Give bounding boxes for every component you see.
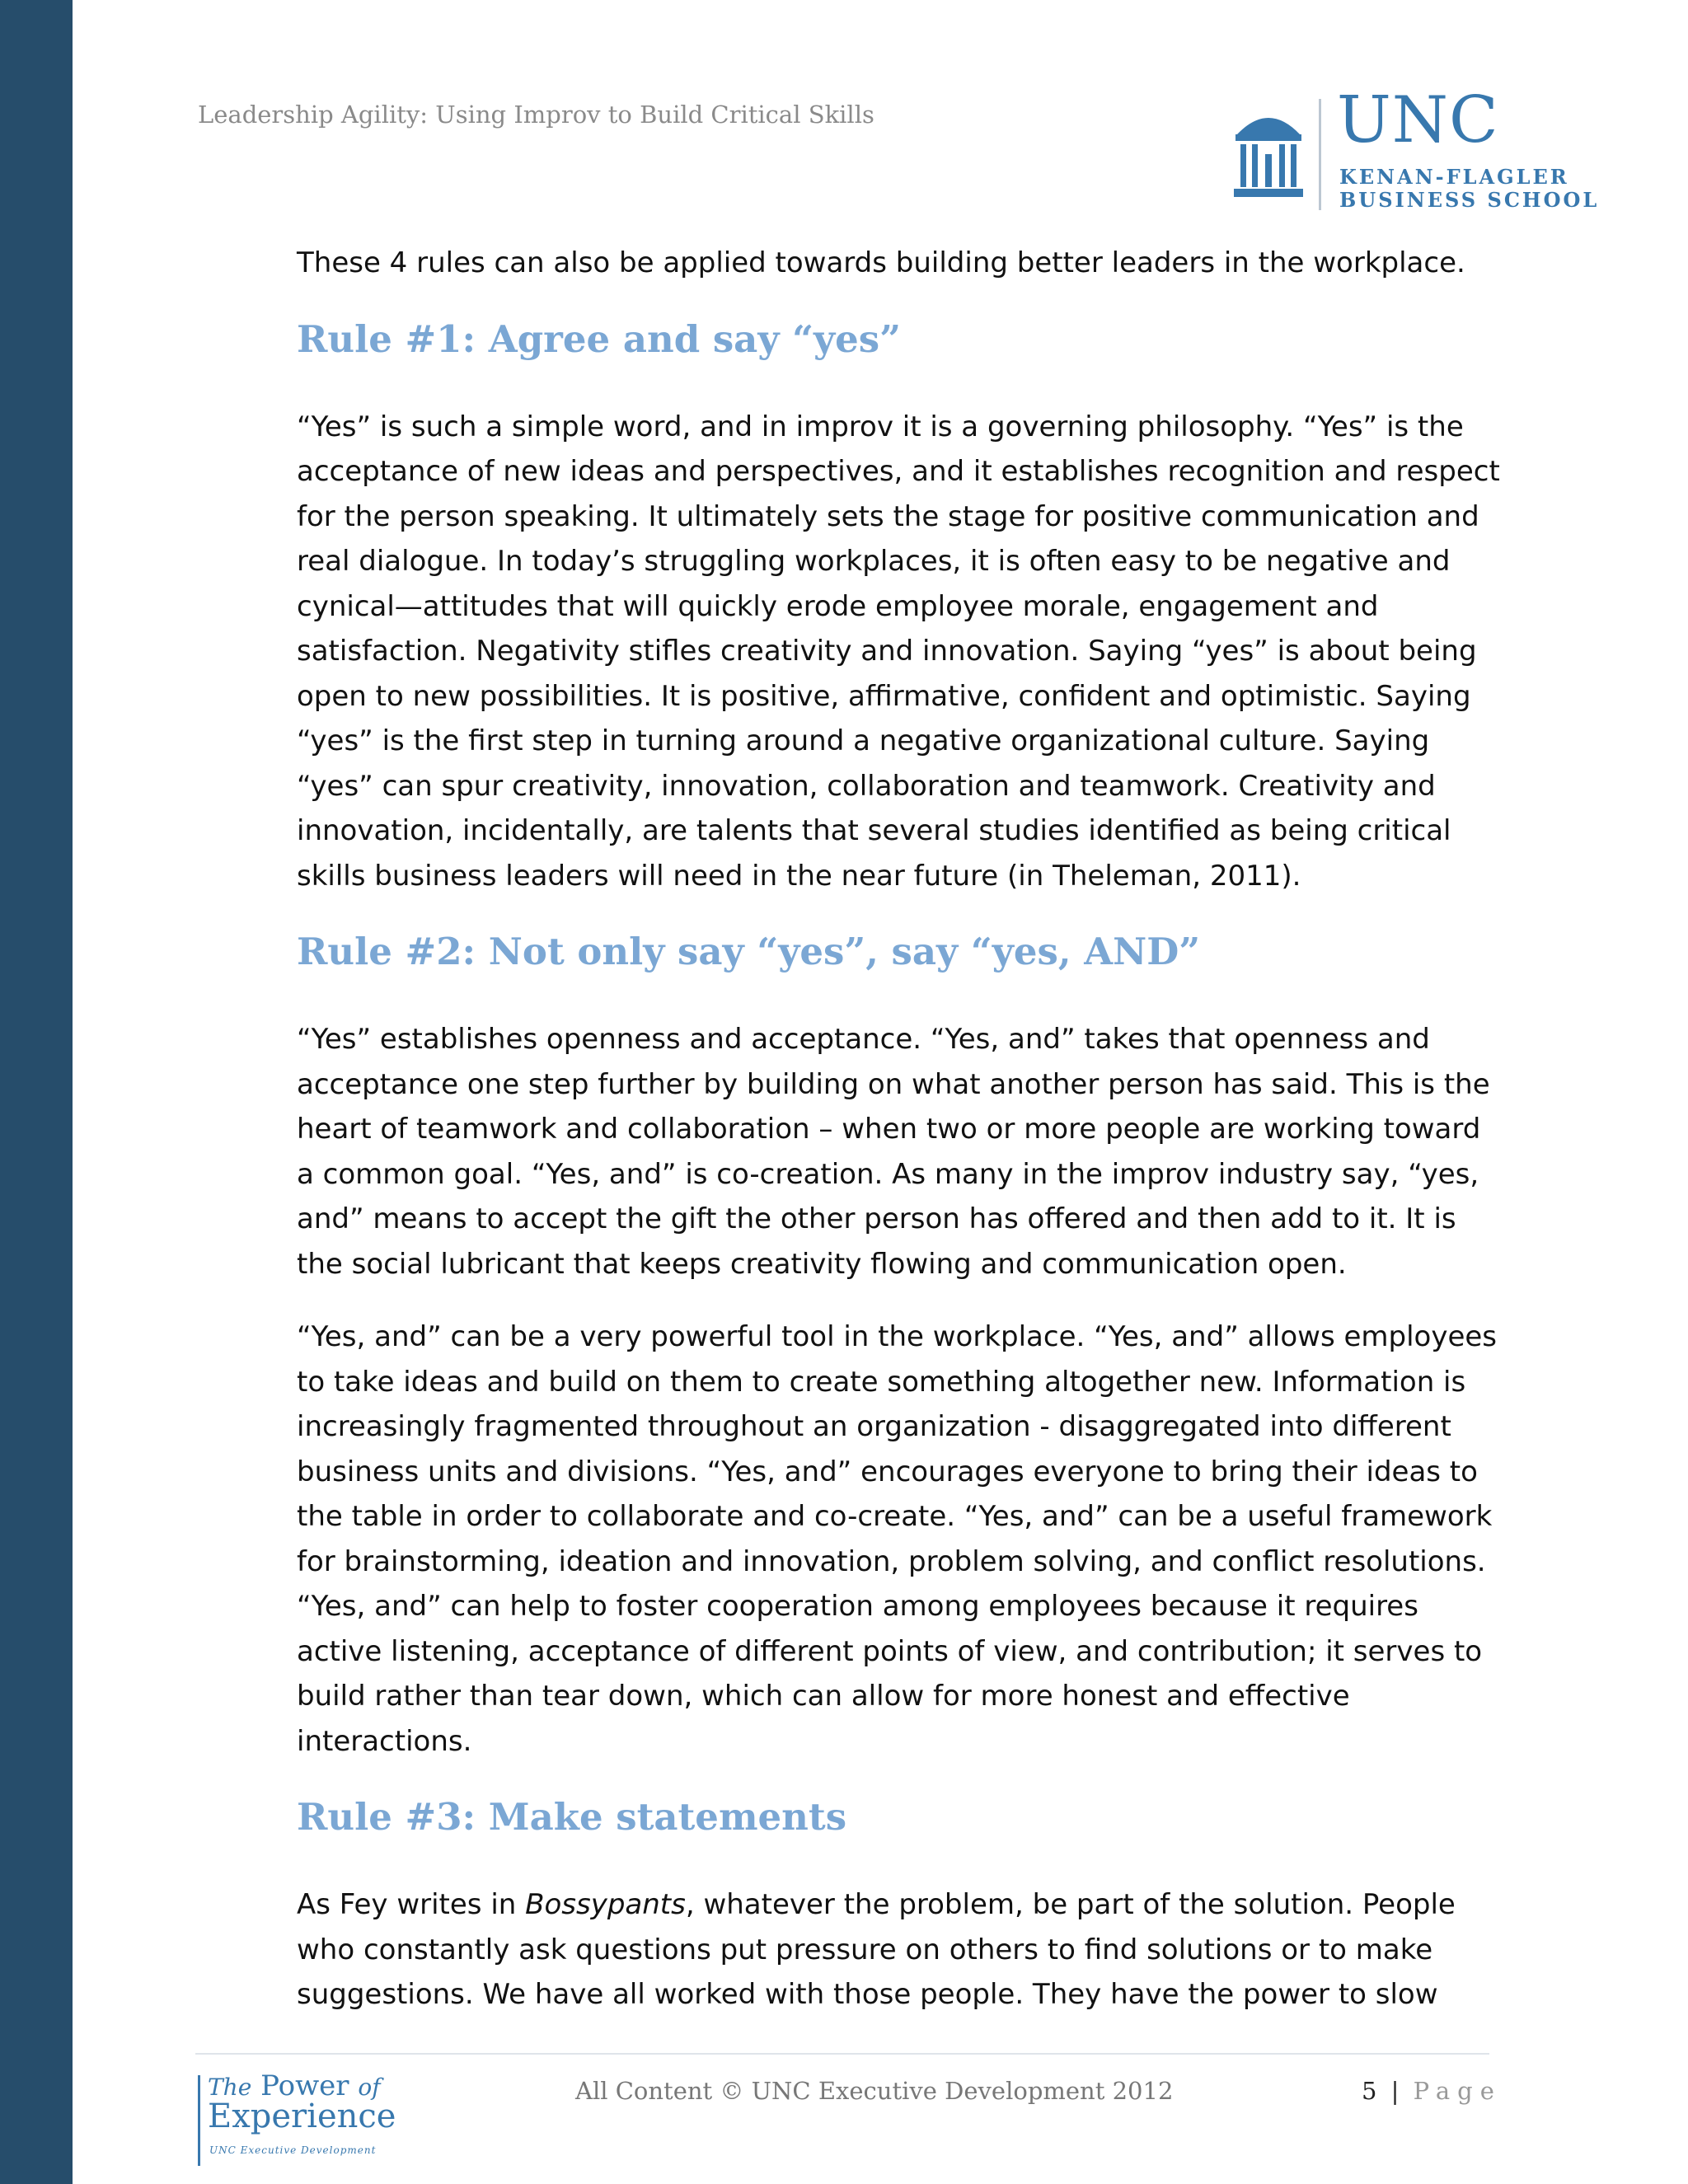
footer-logo-tagline: UNC Executive Development (209, 2144, 377, 2156)
footer-logo-bar (198, 2075, 200, 2166)
logo-school-line2: BUSINESS SCHOOL (1339, 188, 1600, 212)
footer-page-number (1362, 2077, 1502, 2105)
page-word: Page (1413, 2077, 1502, 2105)
footer-divider (195, 2053, 1489, 2055)
logo-divider (1319, 99, 1321, 210)
intro-paragraph: These 4 rules can also be applied towards building better leaders in the workplace. (297, 246, 1465, 279)
footer-copyright: All Content © UNC Executive Development 2012 (575, 2077, 1174, 2105)
rule3-text-after: , whatever the problem, be part of the solution. People who constantly ask questions put pressure on others to find solutions or to make suggestions. We have all worked with those people. They have the power to slow (297, 1888, 1456, 2011)
rule1-heading: Rule #1: Agree and say “yes” (297, 316, 902, 361)
left-sidebar-bar (0, 0, 73, 2184)
page-separator: | (1390, 2077, 1403, 2105)
footer-logo-experience: Experience (208, 2097, 396, 2135)
document-body (297, 241, 1500, 2046)
logo-school-line1: KENAN-FLAGLER (1339, 165, 1569, 189)
footer-logo-the: The (208, 2074, 252, 2101)
logo-unc-text: UNC (1337, 83, 1499, 157)
footer-logo-of: of (358, 2074, 381, 2101)
page-number: 5 (1362, 2077, 1381, 2105)
power-of-experience-logo (198, 2070, 412, 2184)
rule2-heading: Rule #2: Not only say “yes”, say “yes, AND” (297, 930, 1201, 973)
rule1-paragraph: “Yes” is such a simple word, and in improv it is a governing philosophy. “Yes” is the acceptance of new ideas and perspectives, and it establishes recognition and respect for the person speaking. It ultimately sets the stage for positive communication and real dialogue. In today’s struggling workplaces, it is often easy to be negative and cynical—attitudes that will quickly erode employee morale, engagement and satisfaction. Negativity stifles creativity and innovation. Saying “yes” is about being open to new possibilities. It is positive, affirmative, confident and optimistic. Saying “yes” is the first step in turning around a negative organizational culture. Saying “yes” can spur creativity, innovation, collaboration and teamwork. Creativity and innovation, incidentally, are talents that several studies identified as being critical skills business leaders will need in the near future (in Theleman, 2011). (297, 410, 1500, 893)
header-title: Leadership Agility: Using Improv to Build Critical Skills (198, 101, 874, 129)
old-well-icon (1232, 103, 1305, 202)
logo-school-text (1339, 166, 1599, 212)
book-title: Bossypants (525, 1888, 686, 1921)
rule3-text-before: As Fey writes in (297, 1888, 526, 1921)
rule3-paragraph (297, 1882, 1500, 2018)
rule3-heading: Rule #3: Make statements (297, 1795, 847, 1839)
rule2-paragraph-1: “Yes” establishes openness and acceptance. “Yes, and” takes that openness and acceptance one step further by building on what another person has said. This is the heart of teamwork and collaboration – when two or more people are working toward a common goal. “Yes, and” is co-creation. As many in the improv industry say, “yes, and” means to accept the gift the other person has offered and then add to it. It is the social lubricant that keeps creativity flowing and communication open. (297, 1023, 1490, 1281)
footer-logo-power-word: Power (260, 2069, 349, 2102)
unc-logo (1232, 83, 1600, 212)
rule2-paragraph-2: “Yes, and” can be a very powerful tool in the workplace. “Yes, and” allows employees to take ideas and build on them to create something altogether new. Information is increasingly fragmented throughout an organization - disaggregated into different business units and divisions. “Yes, and” encourages everyone to bring their ideas to the table in order to collaborate and co-create. “Yes, and” can be a useful framework for brainstorming, ideation and innovation, problem solving, and conflict resolutions. “Yes, and” can help to foster cooperation among employees because it requires active listening, acceptance of different points of view, and contribution; it serves to build rather than tear down, which can allow for more honest and effective interactions. (297, 1320, 1498, 1758)
